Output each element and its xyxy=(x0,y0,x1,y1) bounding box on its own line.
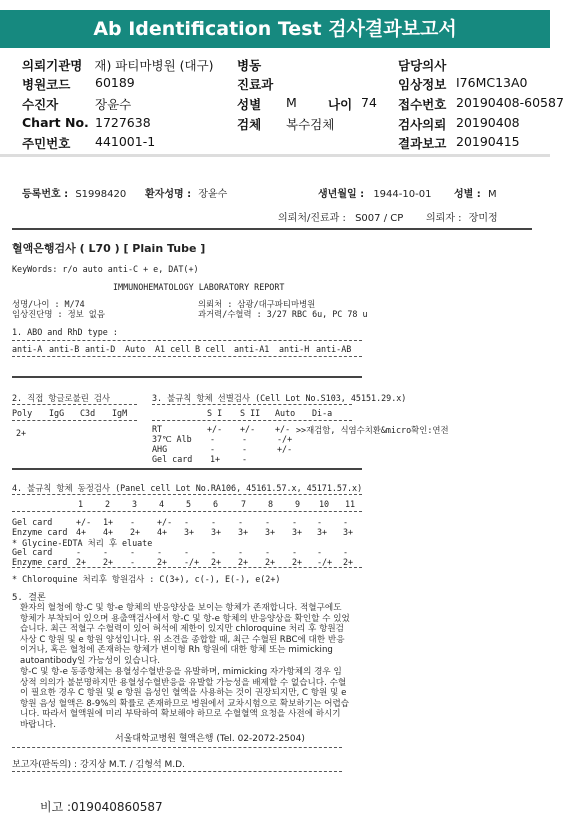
abo-col: anti-D xyxy=(85,344,116,354)
reporter: 보고자(판독의) : 강지상 M.T. / 김형석 M.D. xyxy=(12,760,185,770)
dat-title: 2. 직접 항글로불린 검사 xyxy=(12,393,111,403)
divider xyxy=(12,567,362,568)
label-patient: 수진자 xyxy=(22,97,59,112)
panel-col: 11 xyxy=(345,499,356,509)
label-resident-no: 주민번호 xyxy=(22,136,71,151)
screen-cell: - xyxy=(210,444,216,454)
panel-cell: - xyxy=(317,547,323,557)
panel-cell: - xyxy=(317,517,323,527)
panel-cell: - xyxy=(211,517,217,527)
info-history: 과거력/수혈력 : 3/27 RBC 6u, PC 78 u xyxy=(198,309,368,319)
panel-cell: 4+ xyxy=(157,527,168,537)
panel-cell: 3+ xyxy=(343,527,354,537)
screen-note: >>재검함, 식염수치환&micro확인:연전 xyxy=(296,425,449,435)
info-diagnosis: 임상진단명 : 정보 없음 xyxy=(12,309,105,319)
label-clinical-info: 임상정보 xyxy=(398,77,447,92)
reg-value: S1998420 xyxy=(75,189,127,200)
screen-cell: - xyxy=(242,444,248,454)
report-title: Ab Identification Test 검사결과보고서 xyxy=(0,10,550,48)
panel-cell: 3+ xyxy=(265,527,276,537)
divider xyxy=(12,356,362,357)
panel-cell: +/- xyxy=(76,517,92,527)
header-separator xyxy=(0,154,550,157)
panel-cell: 3+ xyxy=(292,527,303,537)
divider xyxy=(12,340,362,341)
screen-cell: 1+ xyxy=(210,454,221,464)
value-age: 74 xyxy=(361,95,377,110)
panel-cell: - xyxy=(157,547,163,557)
divider xyxy=(12,511,362,512)
value-resident-no: 441001-1 xyxy=(95,134,156,149)
abo-col: Auto xyxy=(125,344,146,354)
dat-col: C3d xyxy=(80,408,96,418)
panel-cell: - xyxy=(238,517,244,527)
panel-cell: 2+ xyxy=(343,557,354,567)
dat-col: IgM xyxy=(112,408,128,418)
abo-col: anti-H xyxy=(279,344,310,354)
label-department: 진료과 xyxy=(237,77,274,92)
panel-cell: 2+ xyxy=(76,557,87,567)
panel-cell: - xyxy=(184,547,190,557)
dat-value: 2+ xyxy=(16,428,27,438)
divider xyxy=(12,747,342,748)
panel-cell: 2+ xyxy=(265,557,276,567)
dept-value: S007 / CP xyxy=(355,213,404,224)
abo-col: anti-AB xyxy=(316,344,352,354)
panel-cell: - xyxy=(211,547,217,557)
label-report-date: 결과보고 xyxy=(398,136,447,151)
sex-value: M xyxy=(488,189,497,200)
panel-cell: - xyxy=(184,517,190,527)
panel-col: 1 xyxy=(78,499,84,509)
header-row2 xyxy=(22,75,70,93)
divider xyxy=(152,404,352,405)
lab-footer: 서울대학교병원 혈액은행 (Tel. 02-2072-2504) xyxy=(115,734,305,744)
sub-sex xyxy=(454,185,497,200)
label-receipt-no: 접수번호 xyxy=(398,97,447,112)
dob xyxy=(318,185,431,200)
screen-row-name: Gel card xyxy=(152,454,193,464)
divider xyxy=(12,420,137,421)
info-name-age: 성명/나이 : M/74 xyxy=(12,299,85,309)
value-clinical-info: I76MC13A0 xyxy=(456,75,528,90)
panel-col: 6 xyxy=(213,499,219,509)
label-doctor: 담당의사 xyxy=(398,58,447,73)
label-sex: 성별 xyxy=(237,97,262,112)
value-specimen: 복수검체 xyxy=(286,117,335,132)
sex-label: 성별 : xyxy=(454,189,481,200)
dept xyxy=(278,209,403,224)
screen-cell: -/+ xyxy=(277,434,293,444)
screen-title: 3. 불규칙 항체 선별검사 (Cell Lot No.S103, 45151.29.x) xyxy=(152,393,407,403)
panel-cell: 2+ xyxy=(130,527,141,537)
header-row1 xyxy=(22,56,214,74)
label-ward: 병동 xyxy=(237,58,262,73)
panel-cell: - xyxy=(343,547,349,557)
panel-cell: -/+ xyxy=(317,557,333,567)
value-patient: 장윤수 xyxy=(95,97,132,112)
screen-col: S II xyxy=(240,408,261,418)
reg-label: 등록번호 : xyxy=(22,189,69,200)
label-request-date: 검사의뢰 xyxy=(398,117,447,132)
panel-col: 10 xyxy=(319,499,330,509)
value-request-date: 20190408 xyxy=(456,115,520,130)
panel-cell: - xyxy=(343,517,349,527)
patient-name xyxy=(145,185,227,200)
value-receipt-no: 20190408-60587 xyxy=(456,95,564,110)
screen-cell: +/- xyxy=(275,424,291,434)
screen-row-name: RT xyxy=(152,424,163,434)
value-chart-no: 1727638 xyxy=(95,115,151,130)
value-institution: 재) 파티마병원 (대구) xyxy=(94,58,214,73)
panel-row-name: Gel card xyxy=(12,547,53,557)
divider xyxy=(12,494,362,495)
divider xyxy=(12,376,362,378)
lab-title: IMMUNOHEMATOLOGY LABORATORY REPORT xyxy=(113,282,285,292)
abo-col: anti-B xyxy=(49,344,80,354)
dat-col: IgG xyxy=(49,408,65,418)
panel-cell: 2+ xyxy=(292,557,303,567)
panel-cell: - xyxy=(238,547,244,557)
panel-col: 7 xyxy=(241,499,247,509)
conclusion-paragraph-1: 환자의 혈청에 항-C 및 항-e 항체의 반응양상을 보이는 항체가 존재합니다. 적혈구에도 항체가 부착되어 있으며 용출액검사에서 항-C 및 항-e 항체의 반응양상을 확인할 수 있었습니다. 최근 적혈구 수혈력이 있어 혀석에 제한이 있지만 chloroquine 처리 후 항원검사상 C 항원 및 e 항원 양성입니다. 위 소견을 종합할 때, 최근 수혈된 RBC에 대한 반응이거나, 혹은 혈청에 존재하는 항체가 변이형 Rh 항원에 대한 항체 또는 mimicking autoantibody일 가능성이 있습니다. xyxy=(20,603,350,666)
panel-cell: - xyxy=(265,547,271,557)
panel-cell: 3+ xyxy=(211,527,222,537)
screen-row-name: AHG xyxy=(152,444,168,454)
panel-cell: 3+ xyxy=(184,527,195,537)
panel-cell: - xyxy=(130,557,136,567)
label-specimen: 검체 xyxy=(237,117,262,132)
panel-row-name: Enzyme card xyxy=(12,527,68,537)
divider xyxy=(12,771,342,772)
abo-col: anti-A xyxy=(12,344,43,354)
label-age: 나이 xyxy=(328,97,353,112)
chloroquine-result: * Chloroquine 처리후 항원검사 : C(3+), c(-), E(-), e(2+) xyxy=(12,574,281,584)
panel-cell: 2+ xyxy=(238,557,249,567)
divider xyxy=(152,420,352,421)
screen-cell: - xyxy=(242,434,248,444)
divider xyxy=(12,468,362,470)
panel-cell: 2+ xyxy=(157,557,168,567)
abo-title: 1. ABO and RhD type : xyxy=(12,327,118,337)
conclusion-title: 5. 결론 xyxy=(12,593,46,603)
screen-col: Auto xyxy=(275,408,296,418)
requester xyxy=(426,209,498,224)
screen-cell: +/- xyxy=(277,444,293,454)
panel-col: 2 xyxy=(105,499,111,509)
panel-cell: - xyxy=(76,547,82,557)
screen-cell: - xyxy=(242,454,248,464)
panel-cell: - xyxy=(130,517,136,527)
panel-cell: +/- xyxy=(157,517,173,527)
screen-col: S I xyxy=(207,408,223,418)
panel-cell: 4+ xyxy=(76,527,87,537)
panel-col: 4 xyxy=(159,499,165,509)
panel-cell: 2+ xyxy=(103,557,114,567)
screen-cell: +/- xyxy=(207,424,223,434)
panel-title: 4. 불규칙 항체 동정검사 (Panel cell Lot No.RA106, 45161.57.x, 45171.57.x) xyxy=(12,483,363,493)
reg-number xyxy=(22,185,126,200)
panel-cell: - xyxy=(103,547,109,557)
keywords: KeyWords: r/o auto anti-C + e, DAT(+) xyxy=(12,264,199,274)
panel-cell: - xyxy=(265,517,271,527)
panel-col: 8 xyxy=(268,499,274,509)
screen-row-name: 37℃ Alb xyxy=(152,434,192,444)
panel-cell: 1+ xyxy=(103,517,114,527)
panel-cell: - xyxy=(292,547,298,557)
info-requester: 의뢰처 : 삼광/대구파티마병원 xyxy=(198,299,316,309)
panel-cell: 3+ xyxy=(317,527,328,537)
label-chart-no: Chart No. xyxy=(22,115,89,130)
label-hospital-code: 병원코드 xyxy=(22,77,71,92)
panel-cell: -/+ xyxy=(184,557,200,567)
requester-label: 의뢰자 : xyxy=(426,213,462,224)
panel-cell: - xyxy=(292,517,298,527)
name-label: 환자성명 : xyxy=(145,189,192,200)
panel-cell: - xyxy=(130,547,136,557)
name-value: 장윤수 xyxy=(198,189,228,200)
divider xyxy=(12,404,137,405)
panel-col: 9 xyxy=(295,499,301,509)
screen-cell: +/- xyxy=(240,424,256,434)
value-report-date: 20190415 xyxy=(456,134,520,149)
conclusion-paragraph-2: 항-C 및 항-e 동종항체는 용혈성수혈반응을 유발하며, mimicking 자가항체의 경우 임상적 의의가 불분명하지만 용혈성수혈반응을 유발할 가능성을 배제할 수 없습니다. 수혈이 필요한 경우 C 항원 및 e 항원 음성인 혈액을 사용하는 것이 권장되지만, C 항원 및 e 항원 음성 혈액은 8-9%의 확률로 존재하므로 병원에서 교차시험으로 확보하기는 어렵습니다. 따라서 혈액원에 미리 부탁하여 확보해야 하므로 수혈혈액 요청을 사전에 하시기 바랍니다. xyxy=(20,667,350,730)
note: 비고 :019040860587 xyxy=(40,800,163,814)
panel-col: 3 xyxy=(132,499,138,509)
dob-label: 생년월일 : xyxy=(318,189,365,200)
section-title: 혈액은행검사 ( L70 ) [ Plain Tube ] xyxy=(12,242,206,255)
panel-row-name: * Glycine-EDTA 처리 후 eluate xyxy=(12,538,153,548)
abo-col: A1 cell xyxy=(155,344,191,354)
dept-label: 의뢰처/진료과 : xyxy=(278,213,346,224)
panel-row-name: Gel card xyxy=(12,517,53,527)
panel-cell: 3+ xyxy=(238,527,249,537)
abo-col: B cell xyxy=(195,344,226,354)
label-institution: 의뢰기관명 xyxy=(22,58,83,73)
dat-col: Poly xyxy=(12,408,33,418)
value-hospital-code: 60189 xyxy=(95,75,135,90)
panel-row-name: Enzyme card xyxy=(12,557,68,567)
abo-col: anti-A1 xyxy=(234,344,270,354)
panel-col: 5 xyxy=(186,499,192,509)
panel-cell: 2+ xyxy=(211,557,222,567)
value-sex: M xyxy=(286,95,297,110)
screen-col: Di-a xyxy=(312,408,333,418)
panel-cell: 4+ xyxy=(103,527,114,537)
screen-cell: - xyxy=(210,434,216,444)
divider xyxy=(12,228,532,230)
requester-value: 장미정 xyxy=(468,213,498,224)
dob-value: 1944-10-01 xyxy=(373,189,432,200)
